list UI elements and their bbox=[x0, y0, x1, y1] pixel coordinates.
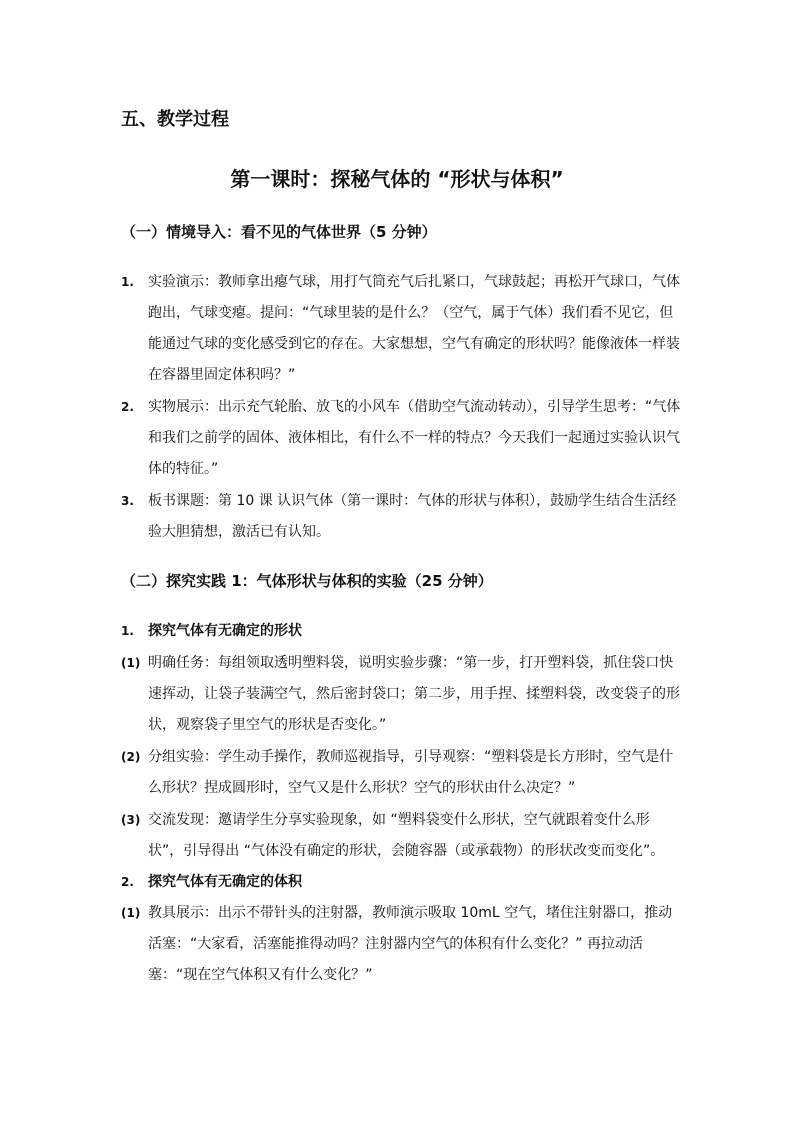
item-number: (1) bbox=[121, 906, 141, 920]
item-number: (2) bbox=[121, 750, 141, 764]
list-item bbox=[121, 898, 681, 991]
list-item bbox=[121, 486, 681, 548]
item-number: 1. bbox=[121, 275, 134, 289]
subsection-heading bbox=[121, 867, 681, 898]
section-title: 五、教学过程 bbox=[121, 109, 229, 130]
lesson-title: 第一课时：探秘气体的 “形状与体积” bbox=[230, 167, 564, 191]
item-number: (3) bbox=[121, 813, 141, 827]
item-text: 实验演示：教师拿出瘪气球，用打气筒充气后扎紧口，气球鼓起；再松开气球口，气体跑出，气球变瘪。提问：“气球里装的是什么？（空气，属于气体）我们看不见它，但能通过气球的变化感受到它的存在。大家想想，空气有确定的形状吗？能像液体一样装在容器里固定体积吗？” bbox=[148, 274, 680, 383]
item-text: 板书课题：第 10 课 认识气体（第一课时：气体的形状与体积），鼓励学生结合生活经验大胆猜想，激活已有认知。 bbox=[148, 493, 677, 540]
list-item bbox=[121, 267, 681, 391]
item-text: 明确任务：每组领取透明塑料袋，说明实验步骤：“第一步，打开塑料袋，抓住袋口快速挥动，让袋子装满空气，然后密封袋口；第二步，用手捏、揉塑料袋，改变袋子的形状，观察袋子里空气的形状是否变化。” bbox=[148, 655, 680, 733]
item-text: 实物展示：出示充气轮胎、放飞的小风车（借助空气流动转动），引导学生思考：“气体和我们之前学的固体、液体相比，有什么不一样的特点？今天我们一起通过实验认识气体的特征。” bbox=[148, 399, 681, 477]
item-number: 2. bbox=[121, 875, 134, 889]
item-number: (1) bbox=[121, 656, 141, 670]
list-item bbox=[121, 805, 681, 867]
item-text: 分组实验：学生动手操作，教师巡视指导，引导观察：“塑料袋是长方形时，空气是什么形状？捏成圆形时，空气又是什么形状？空气的形状由什么决定？” bbox=[148, 749, 674, 796]
part1-heading: （一）情境导入：看不见的气体世界（5 分钟） bbox=[121, 223, 437, 241]
list-item bbox=[121, 392, 681, 485]
item-text: 交流发现：邀请学生分享实验现象，如 “塑料袋变什么形状，空气就跟着变什么形状”，引导得出 “气体没有确定的形状，会随容器（或承载物）的形状改变而变化”。 bbox=[148, 812, 665, 859]
list-item bbox=[121, 742, 681, 804]
subsection-heading bbox=[121, 616, 681, 647]
list-item bbox=[121, 648, 681, 741]
item-text: 教具展示：出示不带针头的注射器，教师演示吸取 10mL 空气，堵住注射器口，推动活塞：“大家看，活塞能推得动吗？注射器内空气的体积有什么变化？” 再拉动活塞：“现在空气体积又有什么变化？” bbox=[148, 905, 673, 983]
item-text: 探究气体有无确定的形状 bbox=[148, 623, 302, 639]
item-number: 1. bbox=[121, 624, 134, 638]
part2-heading: （二）探究实践 1：气体形状与体积的实验（25 分钟） bbox=[121, 572, 493, 590]
item-number: 3. bbox=[121, 494, 134, 508]
item-number: 2. bbox=[121, 400, 134, 414]
item-text: 探究气体有无确定的体积 bbox=[148, 874, 302, 890]
